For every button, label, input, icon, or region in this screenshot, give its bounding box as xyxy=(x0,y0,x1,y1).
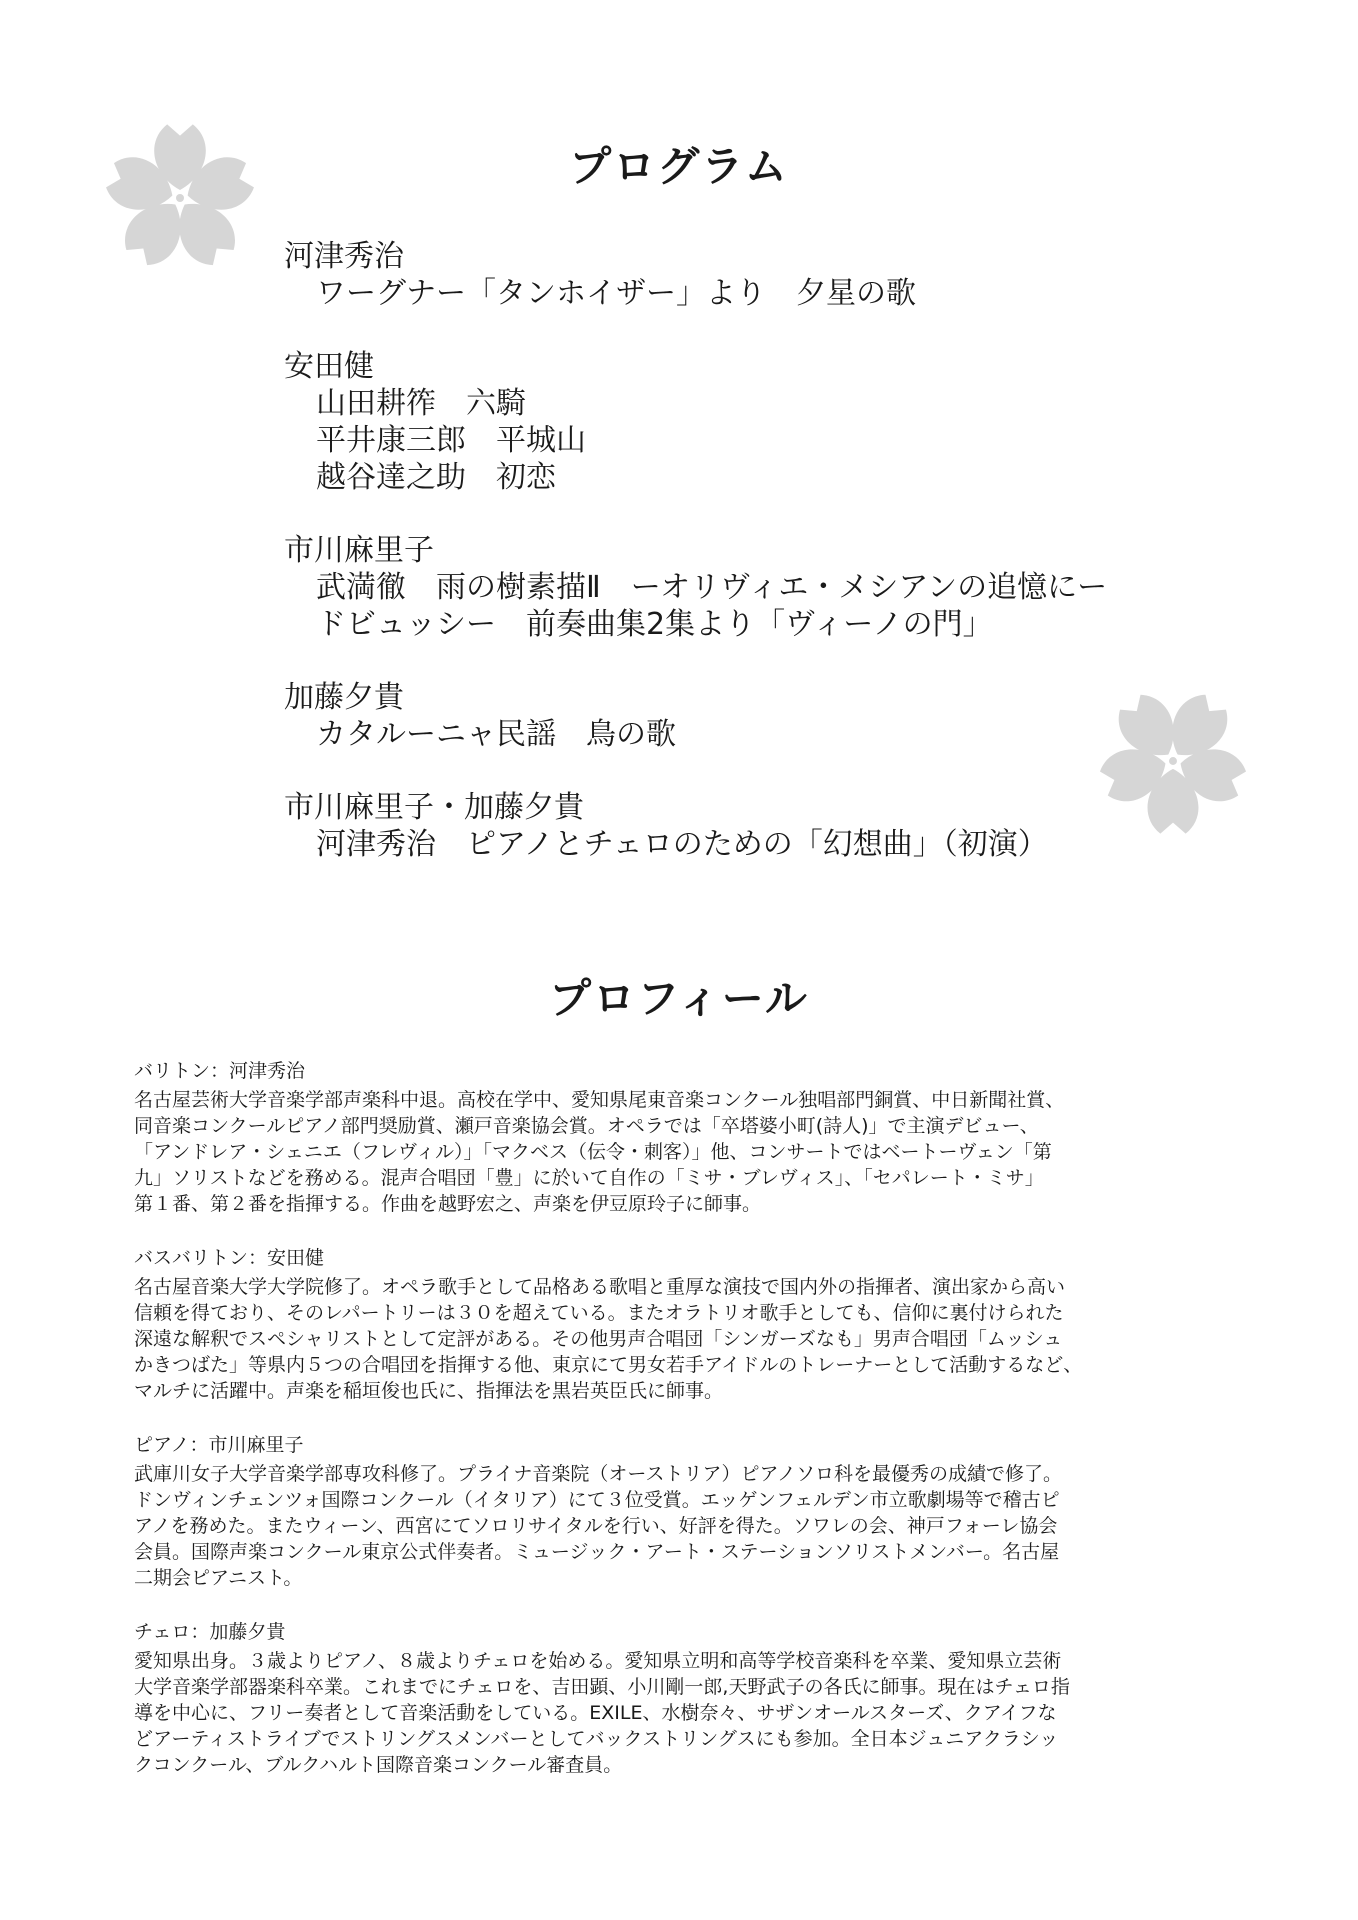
profile-text-line: アノを務めた。またウィーン、西宮にてソロリサイタルを行い、好評を得た。ソワレの会、神戸フォーレ協会 xyxy=(134,1515,1058,1537)
profile-text-line: 信頼を得ており、そのレパートリーは３０を超えている。またオラトリオ歌手としても、信仰に裏付けられた xyxy=(134,1302,1064,1324)
profile-text-line: 二期会ピアニスト。 xyxy=(134,1567,303,1589)
profile-text-line: かきつばた」等県内５つの合唱団を指揮する他、東京にて男女若手アイドルのトレーナーとして活動するなど、 xyxy=(134,1354,1083,1376)
piece-title: 山田耕筰 六騎 xyxy=(316,386,526,421)
profile-entry xyxy=(134,1058,1234,1217)
profile-text-line: 名古屋音楽大学大学院修了。オペラ歌手として品格ある歌唱と重厚な演技で国内外の指揮者、演出家から高い xyxy=(134,1276,1066,1298)
performer-name: 市川麻里子・加藤夕貴 xyxy=(284,790,584,825)
piece-title: カタルーニャ民謡 鳥の歌 xyxy=(316,717,676,752)
piece-title: ドビュッシー 前奏曲集2集より「ヴィーノの門」 xyxy=(316,607,993,642)
performer-name: 加藤夕貴 xyxy=(284,680,404,715)
performer-name: 市川麻里子 xyxy=(284,533,434,568)
performer-name: 河津秀治 xyxy=(284,239,404,274)
profile-text-line: 愛知県出身。３歳よりピアノ、８歳よりチェロを始める。愛知県立明和高等学校音楽科を卒業、愛知県立芸術 xyxy=(134,1650,1062,1672)
profile-list xyxy=(134,1058,1234,1806)
piece-title: 河津秀治 ピアノとチェロのための「幻想曲」（初演） xyxy=(316,827,1048,862)
profile-text-line: 九」ソリストなどを務める。混声合唱団「豊」に於いて自作の「ミサ・ブレヴィス」、「セパレート・ミサ」 xyxy=(134,1167,1044,1189)
piece-title: ワーグナー「タンホイザー」より 夕星の歌 xyxy=(316,276,916,311)
program-list xyxy=(284,238,1324,899)
profile-text-line: 大学音楽学部器楽科卒業。これまでにチェロを、吉田顕、小川剛一郎,天野武子の各氏に師事。現在はチェロ指 xyxy=(134,1676,1070,1698)
program-title: プログラム xyxy=(569,142,789,191)
profile-text-line: 深遠な解釈でスペシャリストとして定評がある。その他男声合唱団「シンガーズなも」男声合唱団「ムッシュ xyxy=(134,1328,1063,1350)
profile-title: プロフィール xyxy=(549,974,809,1023)
program-entry xyxy=(284,238,1324,312)
profile-entry xyxy=(134,1432,1234,1591)
program-entry xyxy=(284,679,1324,753)
profile-entry xyxy=(134,1619,1234,1778)
performer-name: 安田健 xyxy=(284,349,374,384)
profile-role: バスバリトン：安田健 xyxy=(134,1247,325,1269)
profile-role: バリトン：河津秀治 xyxy=(134,1060,306,1082)
profile-text-line: 会員。国際声楽コンクール東京公式伴奏者。ミュージック・アート・ステーションソリストメンバー。名古屋 xyxy=(134,1541,1060,1563)
profile-role: チェロ：加藤夕貴 xyxy=(134,1621,286,1643)
program-entry xyxy=(284,789,1324,863)
profile-text-line: どアーティストライブでストリングスメンバーとしてバックストリングスにも参加。全日本ジュニアクラシッ xyxy=(134,1728,1059,1750)
profile-text-line: マルチに活躍中。声楽を稲垣俊也氏に、指揮法を黒岩英臣氏に師事。 xyxy=(134,1380,724,1402)
piece-title: 平井康三郎 平城山 xyxy=(316,423,586,458)
piece-title: 越谷達之助 初恋 xyxy=(316,460,556,495)
profile-text-line: クコンクール、ブルクハルト国際音楽コンクール審査員。 xyxy=(134,1754,623,1776)
profile-text-line: 導を中心に、フリー奏者として音楽活動をしている。EXILE、水樹奈々、サザンオールスターズ、クアイフな xyxy=(134,1702,1057,1724)
profile-text-line: 名古屋芸術大学音楽学部声楽科中退。高校在学中、愛知県尾東音楽コンクール独唱部門銅賞、中日新聞社賞、 xyxy=(134,1089,1065,1111)
profile-text-line: 同音楽コンクールピアノ部門奨励賞、瀬戸音楽協会賞。オペラでは「卒塔婆小町(詩人)」で主演デビュー、 xyxy=(134,1115,1039,1137)
program-entry xyxy=(284,532,1324,643)
profile-text-line: 「アンドレア・シェニエ（フレヴィル）」「マクベス（伝令・刺客）」他、コンサートではベートーヴェン「第 xyxy=(134,1141,1052,1163)
program-entry xyxy=(284,348,1324,496)
profile-text-line: 武庫川女子大学音楽学部専攻科修了。プライナ音楽院（オーストリア）ピアノソロ科を最優秀の成績で修了。 xyxy=(134,1463,1062,1485)
profile-entry xyxy=(134,1245,1234,1404)
piece-title: 武満徹 雨の樹素描Ⅱ ーオリヴィエ・メシアンの追憶にー xyxy=(316,570,1108,605)
profile-role: ピアノ：市川麻里子 xyxy=(134,1434,304,1456)
profile-text-line: 第１番、第２番を指揮する。作曲を越野宏之、声楽を伊豆原玲子に師事。 xyxy=(134,1193,762,1215)
profile-text-line: ドンヴィンチェンツォ国際コンクール（イタリア）にて３位受賞。エッゲンフェルデン市立歌劇場等で稽古ピ xyxy=(134,1489,1060,1511)
